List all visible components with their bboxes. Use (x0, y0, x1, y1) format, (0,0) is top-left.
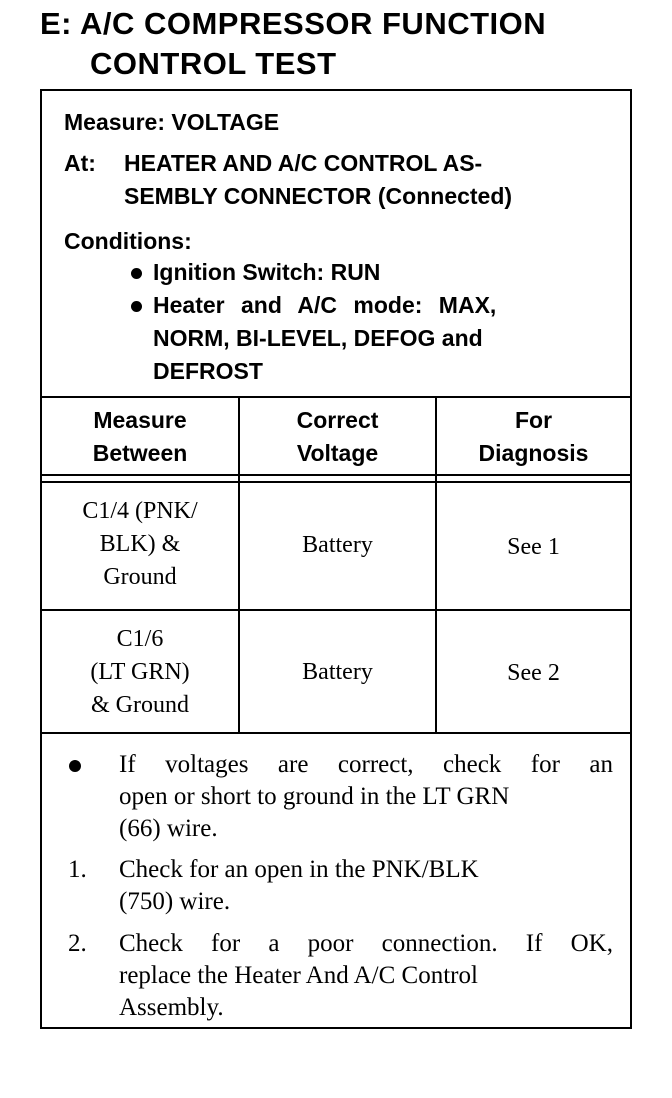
table-row-1-voltage: Battery (302, 532, 373, 558)
cell-text: C1/6 (116, 626, 164, 652)
measure-label: Measure: VOLTAGE (64, 109, 280, 135)
test-box (40, 89, 632, 1029)
cell-text: & Ground (91, 692, 189, 718)
note-bullet-text (119, 749, 613, 845)
note-1-text (119, 854, 613, 918)
table-row-2-voltage: Battery (302, 659, 373, 685)
note-line: (66) wire. (119, 815, 218, 842)
table-row-1-between (42, 495, 238, 594)
note-line: open or short to ground in the LT GRN (119, 783, 510, 810)
column-header-measure-between (42, 404, 238, 470)
column-header-text: Between (92, 440, 188, 466)
note-bullet-icon (69, 760, 81, 772)
conditions-label: Conditions: (64, 228, 192, 254)
column-header-text: Voltage (296, 440, 379, 466)
at-line-1: HEATER AND A/C CONTROL AS- (124, 150, 483, 176)
note-2-marker: 2. (68, 930, 87, 957)
note-2-text (119, 928, 613, 1024)
table-row-2-between (42, 623, 238, 722)
column-header-text: For (514, 407, 553, 433)
cell-text: Ground (103, 564, 177, 590)
cell-text: (LT GRN) (90, 659, 190, 685)
table-row-2-diagnosis: See 2 (507, 660, 560, 686)
table-bottom-rule (42, 732, 630, 734)
column-header-text: Measure (93, 407, 187, 433)
table-top-rule (42, 396, 630, 398)
note-1-marker: 1. (68, 856, 87, 883)
condition-2-line-3: DEFROST (153, 358, 263, 384)
table-row-1-diagnosis: See 1 (507, 534, 560, 560)
page-title-line-2: CONTROL TEST (90, 46, 337, 81)
at-line-2: SEMBLY CONNECTOR (Connected) (124, 183, 513, 209)
note-line: Check for an open in the PNK/BLK (119, 856, 479, 883)
cell-text: BLK) & (99, 531, 181, 557)
cell-text: C1/4 (PNK/ (82, 498, 198, 524)
note-line: Check for a poor connection. If OK, (119, 930, 613, 957)
condition-bullet-1-icon (131, 268, 142, 279)
note-line: Assembly. (119, 994, 224, 1021)
header-rule-b (42, 481, 630, 483)
condition-bullet-2-icon (131, 301, 142, 312)
condition-1: Ignition Switch: RUN (153, 259, 381, 285)
header-rule-a (42, 474, 630, 476)
condition-2-line-2: NORM, BI-LEVEL, DEFOG and (153, 325, 483, 351)
row-divider (42, 609, 630, 611)
condition-2-line-1: Heater and A/C mode: MAX, (153, 292, 497, 318)
note-line: replace the Heater And A/C Control (119, 962, 478, 989)
column-header-text: Correct (296, 407, 379, 433)
column-header-text: Diagnosis (478, 440, 589, 466)
column-header-for-diagnosis (437, 404, 630, 470)
page-title-line-1: E: A/C COMPRESSOR FUNCTION (40, 6, 547, 41)
note-line: (750) wire. (119, 888, 231, 915)
column-header-correct-voltage (240, 404, 435, 470)
note-line: If voltages are correct, check for an (119, 751, 613, 778)
at-label: At: (64, 150, 96, 176)
